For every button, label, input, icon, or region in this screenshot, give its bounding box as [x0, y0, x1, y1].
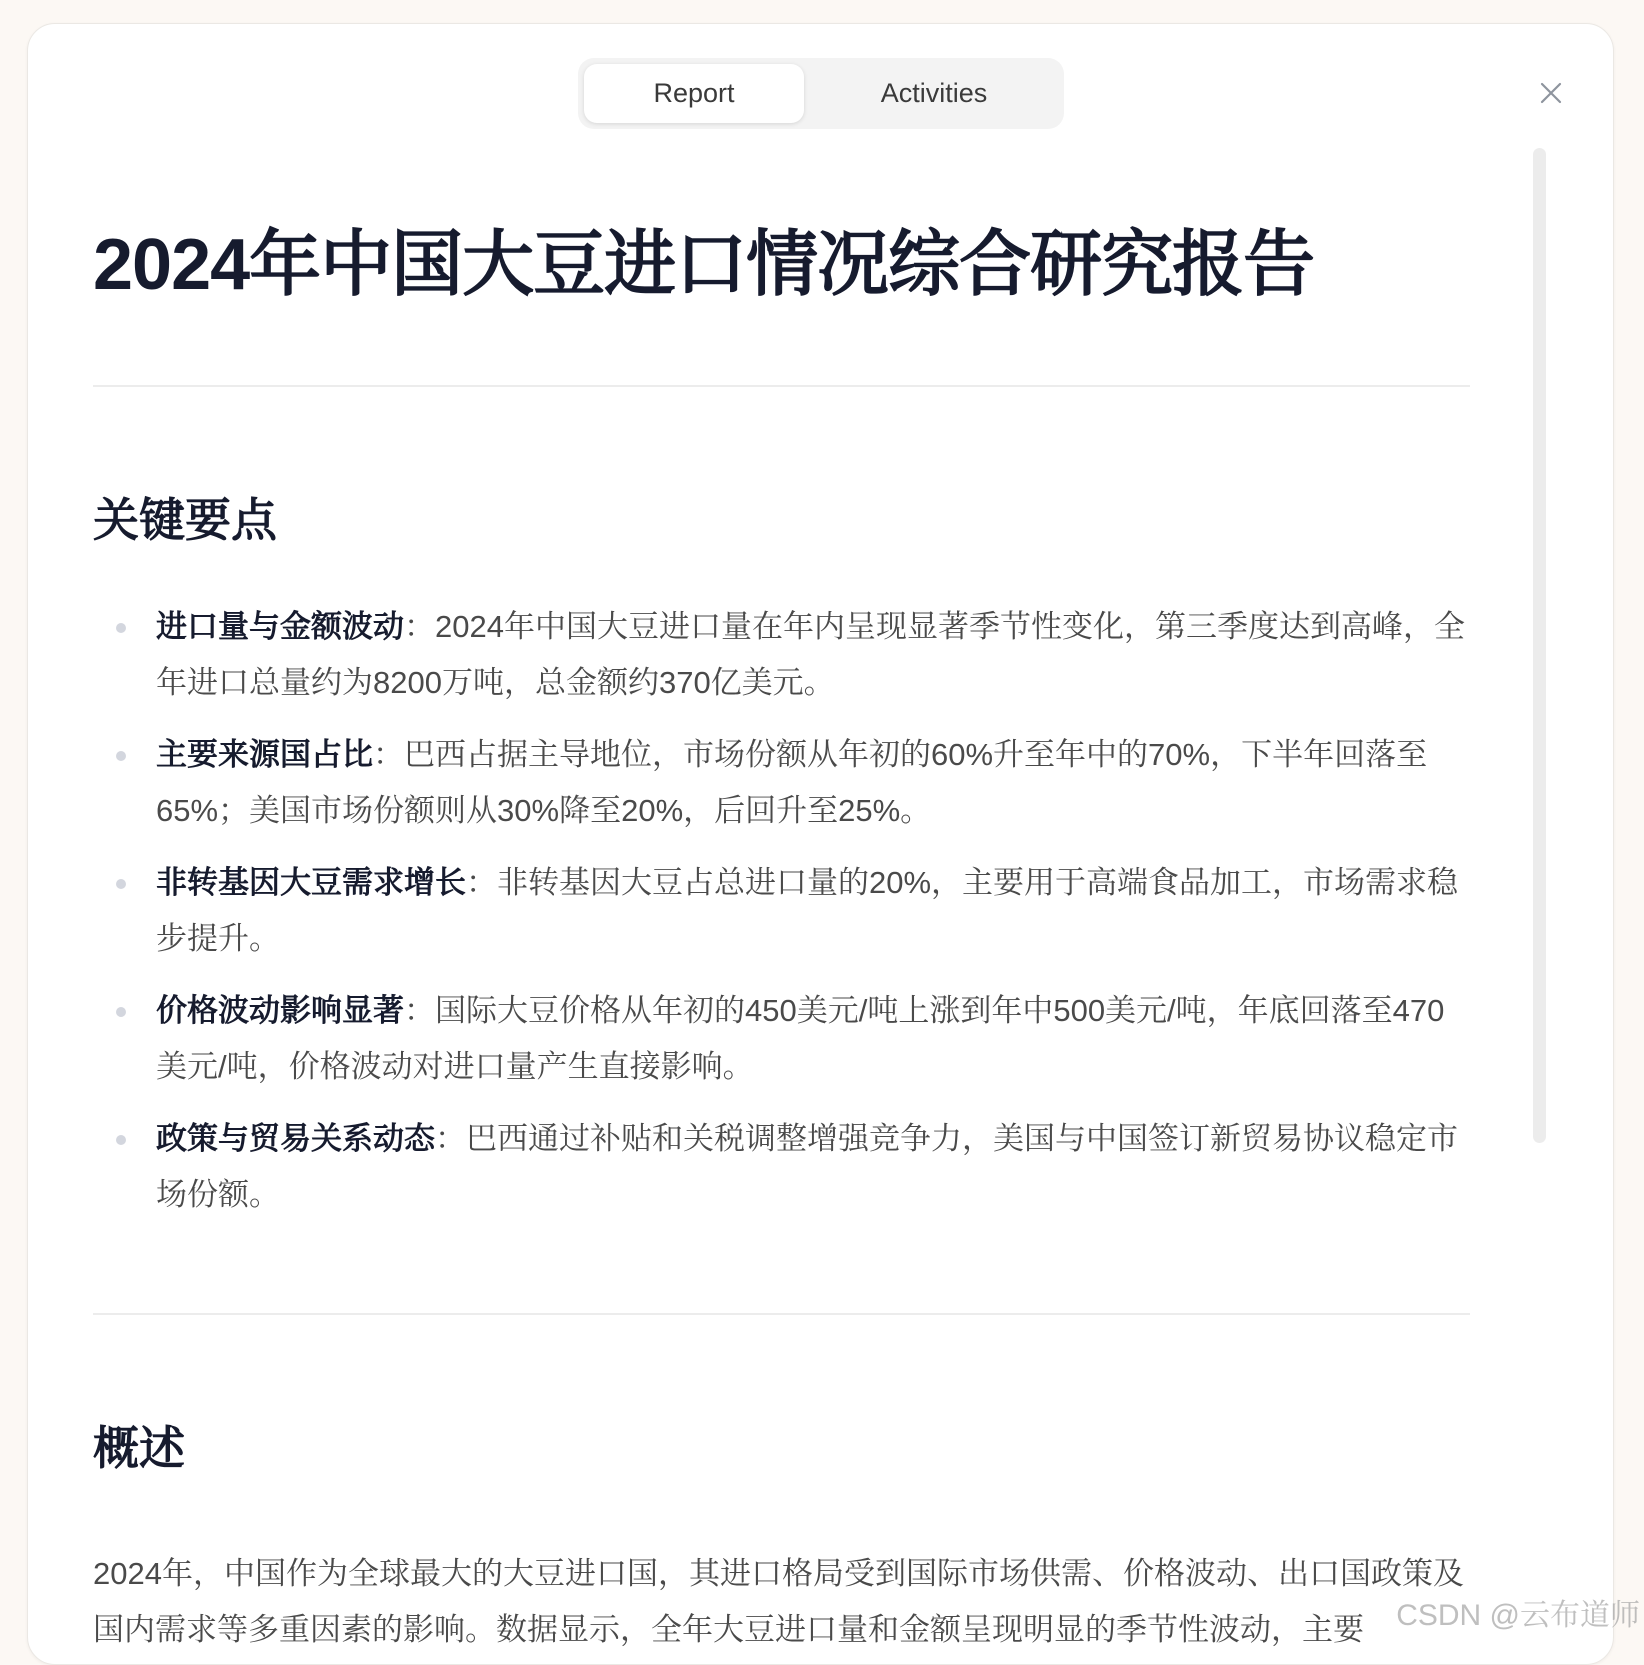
tab-report[interactable]: Report	[584, 64, 804, 123]
item-label: 进口量与金额波动	[156, 609, 404, 644]
item-text: 2024年中国大豆进口量在年内呈现显著季节性变化，第三季度达到高峰，全年进口总量约为8200万吨，总金额约370亿美元。	[156, 609, 1465, 700]
bullet-icon	[116, 1007, 126, 1017]
separator: ：	[435, 1121, 466, 1156]
key-points-list	[93, 599, 1470, 1239]
scrollbar[interactable]	[1533, 148, 1546, 1143]
watermark: CSDN @云布道师	[1396, 1599, 1640, 1632]
list-item	[93, 983, 1470, 1095]
report-title: 2024年中国大豆进口情况综合研究报告	[93, 225, 1315, 305]
separator: ：	[466, 865, 497, 900]
bullet-icon	[116, 1135, 126, 1145]
separator: ：	[404, 993, 435, 1028]
bullet-icon	[116, 879, 126, 889]
tab-activities[interactable]: Activities	[880, 78, 988, 108]
item-text: 巴西占据主导地位，市场份额从年初的60%升至年中的70%，下半年回落至65%；美国市场份额则从30%降至20%，后回升至25%。	[156, 737, 1428, 828]
divider	[93, 385, 1470, 387]
report-panel	[27, 23, 1614, 1665]
list-item	[93, 599, 1470, 711]
overview-heading: 概述	[93, 1422, 185, 1474]
divider	[93, 1313, 1470, 1315]
view-tabs	[578, 58, 1064, 129]
overview-paragraph: 2024年，中国作为全球最大的大豆进口国，其进口格局受到国际市场供需、价格波动、出口国政策及国内需求等多重因素的影响。数据显示，全年大豆进口量和金额呈现明显的季节性波动，主要	[93, 1556, 1464, 1647]
key-points-heading: 关键要点	[93, 494, 277, 546]
separator: ：	[404, 609, 435, 644]
separator: ：	[373, 737, 404, 772]
item-label: 政策与贸易关系动态	[156, 1121, 435, 1156]
item-label: 非转基因大豆需求增长	[156, 865, 466, 900]
item-label: 价格波动影响显著	[156, 993, 404, 1028]
list-item	[93, 855, 1470, 967]
bullet-icon	[116, 751, 126, 761]
item-label: 主要来源国占比	[156, 737, 373, 772]
bullet-icon	[116, 623, 126, 633]
item-text: 国际大豆价格从年初的450美元/吨上涨到年中500美元/吨，年底回落至470美元/吨，价格波动对进口量产生直接影响。	[156, 993, 1445, 1084]
item-text: 非转基因大豆占总进口量的20%，主要用于高端食品加工，市场需求稳步提升。	[156, 865, 1459, 956]
close-icon	[1534, 76, 1568, 110]
item-text: 巴西通过补贴和关税调整增强竞争力，美国与中国签订新贸易协议稳定市场份额。	[156, 1121, 1458, 1212]
list-item	[93, 1111, 1470, 1223]
close-button[interactable]	[1534, 76, 1568, 110]
list-item	[93, 727, 1470, 839]
